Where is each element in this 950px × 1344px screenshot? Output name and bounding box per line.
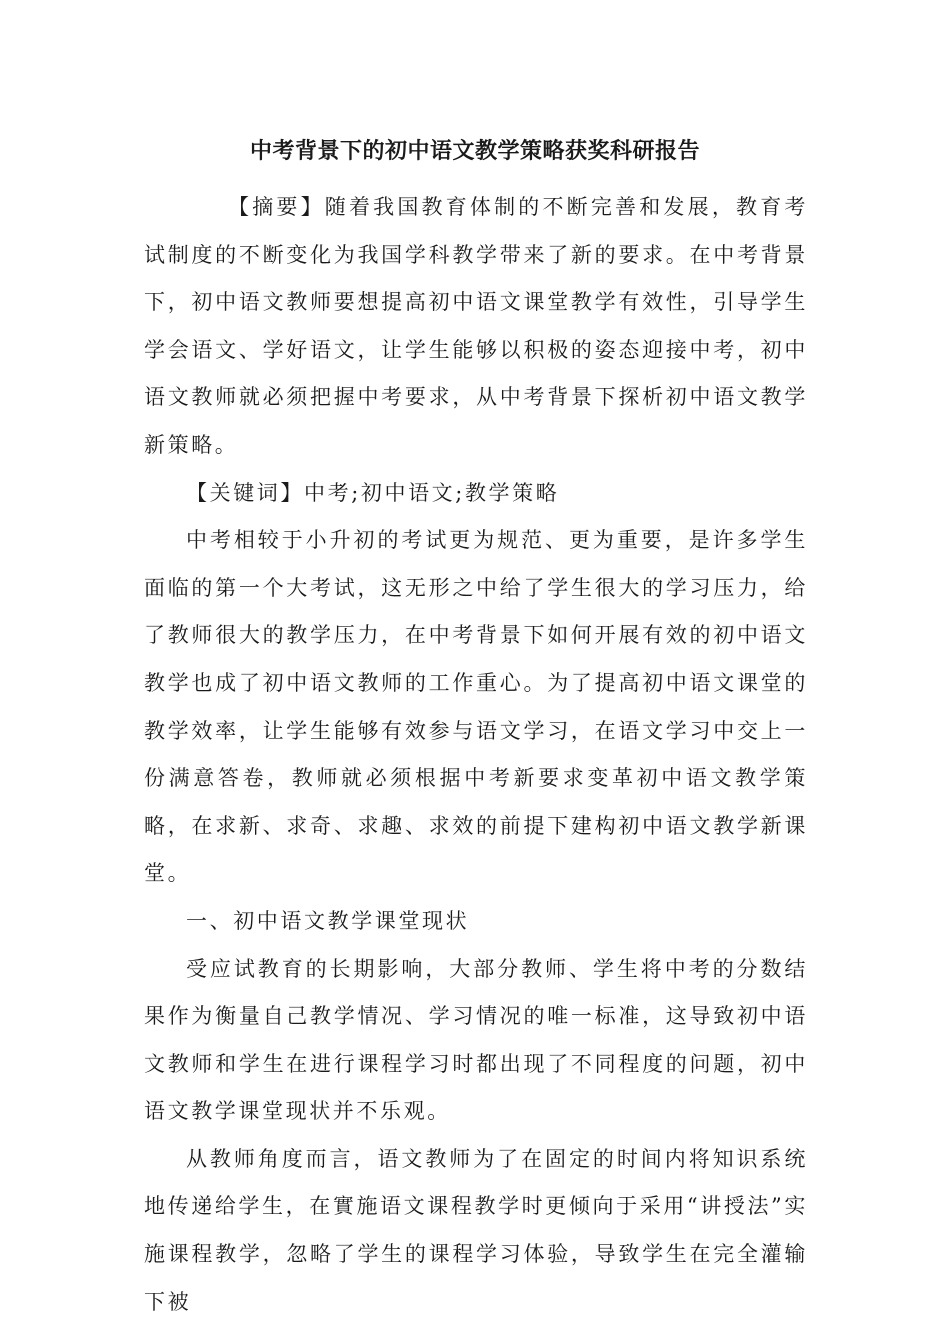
document-body [144, 184, 808, 1326]
body-paragraph: 从教师角度而言，语文教师为了在固定的时间内将知识系统地传递给学生，在實施语文课程教学时更倾向于采用“讲授法”实施课程教学，忽略了学生的课程学习体验，导致学生在完全灌输下被 [144, 1146, 808, 1314]
abstract-paragraph: 【摘要】随着我国教育体制的不断完善和发展，教育考试制度的不断变化为我国学科教学带来了新的要求。在中考背景下，初中语文教师要想提高初中语文课堂教学有效性，引导学生学会语文、学好语文，让学生能够以积极的姿态迎接中考，初中语文教师就必须把握中考要求，从中考背景下探析初中语文教学新策略。 [144, 195, 808, 457]
section-heading: 一、初中语文教学课堂现状 [186, 908, 470, 933]
keywords-paragraph: 【关键词】中考;初中语文;教学策略 [186, 480, 560, 505]
body-paragraph: 受应试教育的长期影响，大部分教师、学生将中考的分数结果作为衡量自己教学情况、学习情况的唯一标准，这导致初中语文教师和学生在进行课程学习时都出现了不同程度的问题，初中语文教学课堂现状并不乐观。 [144, 956, 808, 1124]
document-title: 中考背景下的初中语文教学策略获奖科研报告 [249, 139, 700, 164]
intro-paragraph: 中考相较于小升初的考试更为规范、更为重要，是许多学生面临的第一个大考试，这无形之中给了学生很大的学习压力，给了教师很大的教学压力，在中考背景下如何开展有效的初中语文教学也成了初中语文教师的工作重心。为了提高初中语文课堂的教学效率，让学生能够有效参与语文学习，在语文学习中交上一份满意答卷，教师就必须根据中考新要求变革初中语文教学策略，在求新、求奇、求趣、求效的前提下建构初中语文教学新课堂。 [144, 528, 808, 886]
